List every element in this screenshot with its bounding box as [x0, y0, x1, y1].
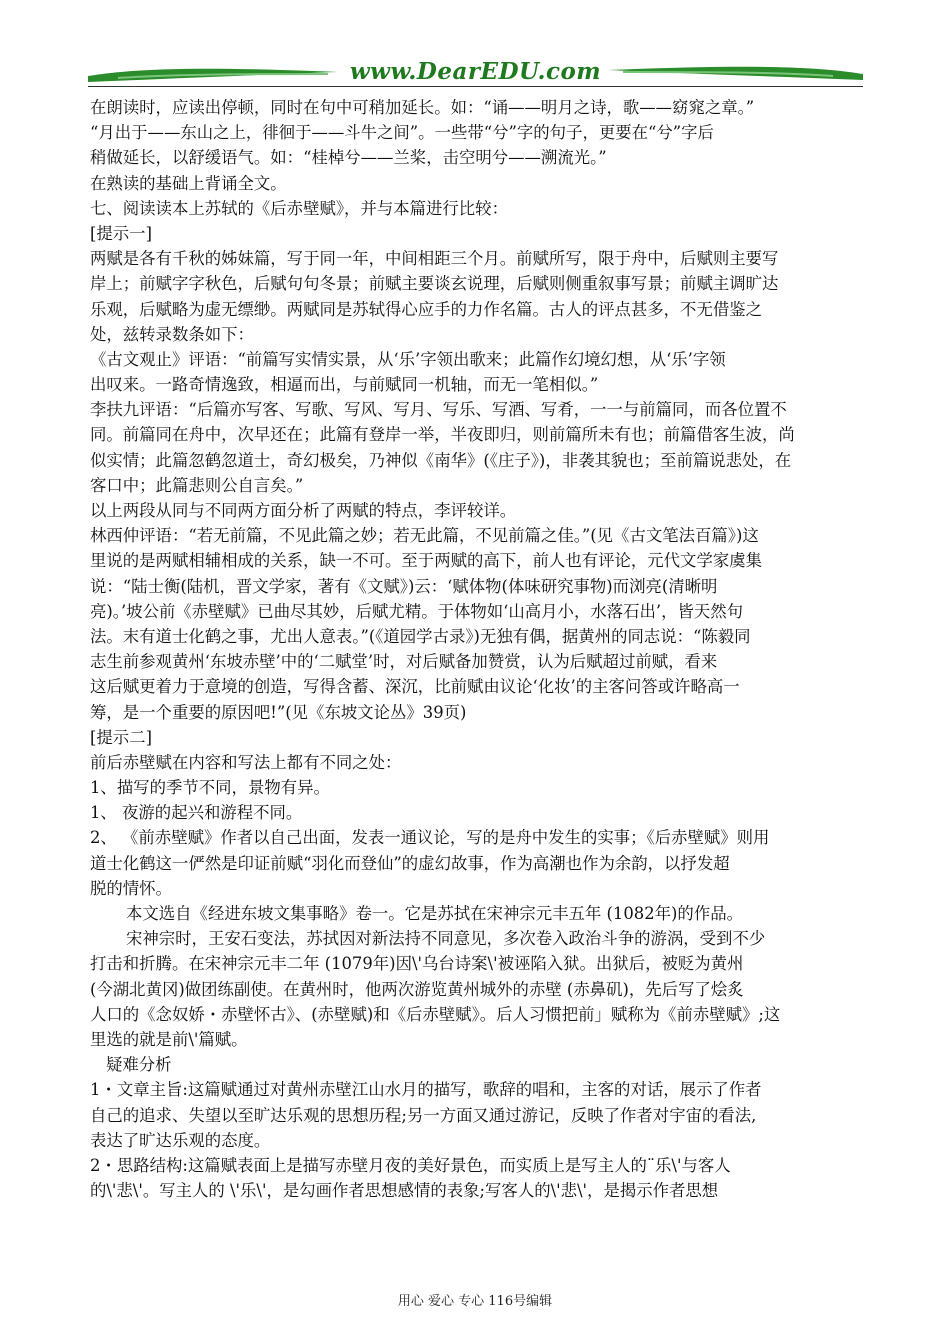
- text-line: 筹，是一个重要的原因吧!”(见《东坡文论丛》39页): [90, 702, 467, 722]
- section-heading: 疑难分析: [106, 1055, 172, 1075]
- list-item: 1、 夜游的起兴和游程不同。: [90, 803, 303, 823]
- text-line: 林西仲评语：“若无前篇，不见此篇之妙；若无此篇，不见前篇之佳。”(见《古文笔法百篇》)这: [90, 526, 759, 546]
- text-line: 以上两段从同与不同两方面分析了两赋的特点，李评较详。: [90, 501, 517, 520]
- site-logo-text[interactable]: www.DearEDU.com: [349, 58, 602, 85]
- text-line: 法。末有道士化鹤之事，尤出人意表。”(《道园学古录》)无独有偶，据黄州的同志说：“陈毅同: [90, 626, 751, 646]
- text-line: 稍做延长，以舒缓语气。如：“桂棹兮——兰桨，击空明兮——溯流光。”: [90, 148, 607, 168]
- header-rule: [88, 86, 863, 87]
- text-line: 处，兹转录数条如下：: [90, 324, 254, 344]
- list-item: 1、描写的季节不同，景物有异。: [90, 778, 330, 798]
- text-line: 在朗读时，应读出停顿，同时在句中可稍加延长。如：“诵——明月之诗，歌——窈窕之章。”: [90, 98, 755, 117]
- text-line: 亮)。’坡公前《赤壁赋》已曲尽其妙，后赋尤精。于体物如‘山高月小，水落石出’，皆天然句: [90, 601, 744, 621]
- hint-label: [提示二]: [90, 727, 152, 747]
- document-body: [90, 95, 865, 1203]
- text-line: 说：“陆士衡(陆机，晋文学家，著有《文赋》)云：‘赋体物(体味研究事物)而浏亮(清晰明: [90, 576, 718, 596]
- paragraph-start: 本文选自《经进东坡文集事略》卷一。它是苏拭在宋神宗元丰五年 (1082年)的作品。: [126, 904, 743, 923]
- list-item: 2、 《前赤壁赋》作者以自己出面，发表一通议论，写的是舟中发生的实事；《后赤壁赋》则用: [90, 828, 770, 848]
- text-line: 志生前参观黄州‘东坡赤壁’中的‘二赋堂’时，对后赋备加赞赏，认为后赋超过前赋，看来: [90, 652, 718, 672]
- text-line: 脱的情怀。: [90, 878, 172, 898]
- hint-label: [提示一]: [90, 223, 152, 243]
- header-banner: [88, 52, 863, 100]
- text-line: 两赋是各有千秋的姊妹篇，写于同一年，中间相距三个月。前赋所写，限于舟中，后赋则主要写: [90, 249, 779, 269]
- text-line: 在熟读的基础上背诵全文。: [90, 173, 287, 193]
- text-line: 1・文章主旨:这篇赋通过对黄州赤壁江山水月的描写，歌辞的唱和，主客的对话，展示了作者: [90, 1080, 762, 1100]
- text-line: 道士化鹤这一俨然是印证前赋“羽化而登仙”的虚幻故事，作为高潮也作为余韵，以抒发超: [90, 853, 730, 873]
- text-line: (今湖北黄冈)做团练副使。在黄州时，他两次游览黄州城外的赤壁 (赤鼻矶)，先后写了烩炙: [90, 979, 744, 999]
- text-line: 岸上；前赋字字秋色，后赋句句冬景；前赋主要谈玄说理，后赋则侧重叙事写景；前赋主调旷达: [90, 274, 779, 294]
- text-line: 出叹来。一路奇情逸致，相逼而出，与前赋同一机轴，而无一笔相似。”: [90, 375, 599, 395]
- text-line: 打击和折腾。在宋神宗元丰二年 (1079年)因\'乌台诗案\'被诬陷入狱。出狱后，被贬为黄州: [90, 954, 744, 974]
- text-line: 前后赤壁赋在内容和写法上都有不同之处：: [90, 752, 402, 772]
- text-line: 同。前篇同在舟中，次早还在；此篇有登岸一举，半夜即归，则前篇所未有也；前篇借客生波，尚: [90, 425, 795, 445]
- text-line: 人口的《念奴娇・赤壁怀古》、(赤壁赋)和《后赤壁赋》。后人习惯把前」赋称为《前赤壁赋》;这: [90, 1004, 781, 1024]
- text-line: 这后赋更着力于意境的创造，写得含蓄、深沉，比前赋由议论‘化妆’的主客问答或许略高一: [90, 677, 740, 697]
- text-line: 里选的就是前\'篇赋。: [90, 1029, 248, 1049]
- text-line: 的\'悲\'。写主人的 \'乐\'，是勾画作者思想感情的表象;写客人的\'悲\'，是揭示作者思想: [90, 1181, 719, 1201]
- page-footer: 用心 爱心 专心 116号编辑: [397, 1294, 553, 1309]
- text-line: “月出于——东山之上，徘徊于——斗牛之间”。一些带“兮”字的句子，更要在“兮”字后: [90, 123, 714, 143]
- text-line: 《古文观止》评语：“前篇写实情实景，从‘乐’字领出歌来；此篇作幻境幻想，从‘乐’字领: [90, 349, 726, 369]
- text-line: 2・思路结构:这篇赋表面上是描写赤壁月夜的美好景色，而实质上是写主人的¨乐\'与客人: [90, 1155, 731, 1175]
- section-heading: 七、阅读读本上苏轼的《后赤壁赋》，并与本篇进行比较：: [90, 198, 508, 218]
- paragraph-start: 宋神宗时，王安石变法，苏拭因对新法持不同意见，多次卷入政治斗争的游涡，受到不少: [126, 929, 766, 949]
- text-line: 似实情；此篇忽鹤忽道士，奇幻极矣，乃神似《南华》(《庄子》)，非袭其貌也；至前篇说悲处，在: [90, 450, 792, 470]
- text-line: 里说的是两赋相辅相成的关系，缺一不可。至于两赋的高下，前人也有评论，元代文学家虞集: [90, 551, 763, 571]
- text-line: 自己的追求、失望以至旷达乐观的思想历程;另一方面又通过游记，反映了作者对宇宙的看法,: [90, 1105, 757, 1125]
- text-line: 李扶九评语：“后篇亦写客、写歌、写风、写月、写乐、写酒、写肴，一一与前篇同，而各位置不: [90, 400, 787, 420]
- text-line: 客口中；此篇悲则公自言矣。”: [90, 475, 304, 495]
- text-line: 乐观，后赋略为虚无缥缈。两赋同是苏轼得心应手的力作名篇。古人的评点甚多，不无借鉴之: [90, 299, 763, 319]
- text-line: 表达了旷达乐观的态度。: [90, 1130, 271, 1150]
